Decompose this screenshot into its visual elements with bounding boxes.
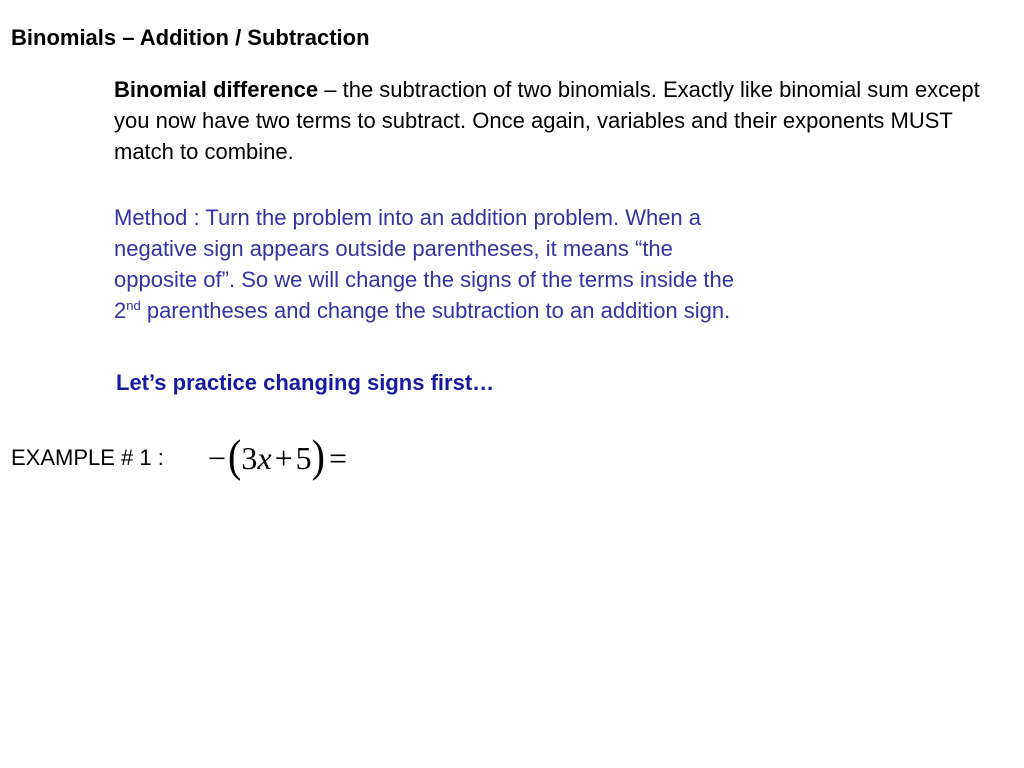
- ordinal-number: 2: [114, 298, 127, 323]
- equation-minus: −: [208, 440, 227, 476]
- equation-plus: +: [274, 440, 293, 476]
- ordinal-suffix: nd: [126, 298, 141, 314]
- example-label: EXAMPLE # 1 :: [11, 445, 164, 470]
- equation-equals: =: [328, 440, 347, 476]
- method-line-2: negative sign appears outside parentheses, it means “the: [114, 236, 673, 261]
- definition-text: – the subtraction of two binomials. Exactly like binomial sum except you now have two terms to subtract. Once again, variables and their exponents MUST match to combine.: [114, 77, 980, 164]
- example-equation: [208, 430, 347, 482]
- definition-paragraph: [114, 74, 1004, 167]
- slide-title: Binomials – Addition / Subtraction: [11, 25, 370, 50]
- method-line-4: [114, 295, 874, 326]
- method-line-1: Method : Turn the problem into an addition problem. When a: [114, 205, 702, 230]
- definition-term: Binomial difference: [114, 77, 319, 102]
- method-paragraph: [114, 202, 874, 326]
- equation-open-paren: (: [228, 429, 242, 482]
- method-line-4-text: parentheses and change the subtraction to an addition sign.: [140, 298, 731, 323]
- practice-heading: Let’s practice changing signs first…: [116, 370, 495, 395]
- method-line-3: opposite of”. So we will change the signs of the terms inside the: [114, 267, 735, 292]
- equation-variable: x: [257, 440, 272, 476]
- equation-close-paren: ): [311, 429, 325, 482]
- equation-constant: 5: [295, 440, 312, 476]
- equation-coefficient: 3: [241, 440, 258, 476]
